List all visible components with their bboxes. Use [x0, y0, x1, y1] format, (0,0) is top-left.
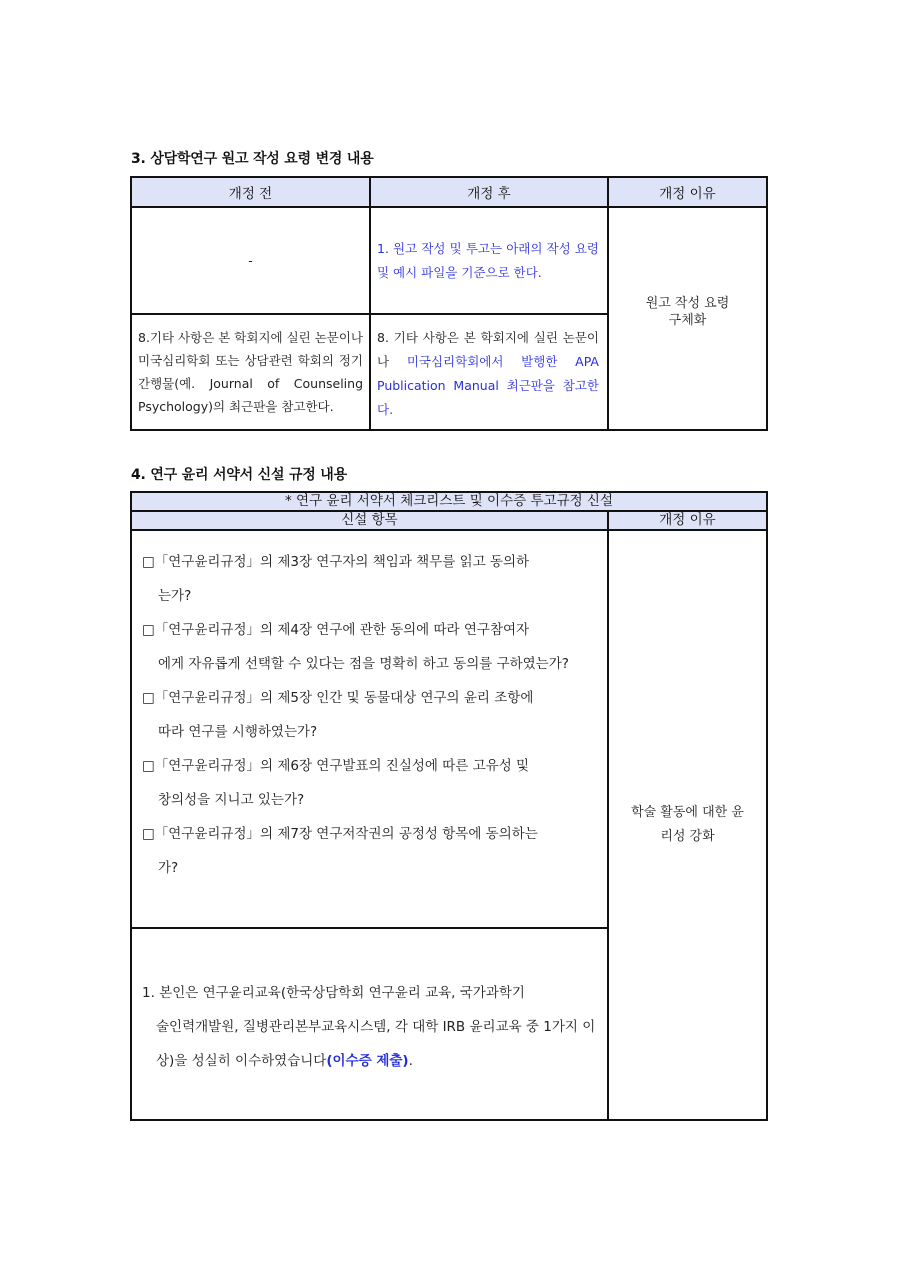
before-cell-2	[131, 314, 370, 430]
checklist-item-5: □「연구윤리규정」의 제7장 연구저작권의 공정성 항목에 동의하는 가?	[142, 826, 538, 876]
checklist-item-2: □「연구윤리규정」의 제4장 연구에 관한 동의에 따라 연구참여자 에게 자유롭게 선택할 수 있다는 점을 명확히 하고 동의를 구하였는가?	[142, 622, 569, 672]
after-text-2-plain: 8. 기타 사항은 본 학회지에 실린 논문이나	[377, 330, 599, 369]
header-after: 개정 후	[370, 177, 608, 207]
header-reason-2: 개정 이유	[608, 511, 767, 530]
reason-text: 원고 작성 요령 구체화	[645, 295, 730, 328]
before-text-1: -	[248, 253, 253, 268]
checklist	[132, 531, 607, 895]
ethics-table	[130, 491, 768, 1121]
reason-cell	[608, 207, 767, 430]
before-cell-1	[131, 207, 370, 314]
checklist-item-4: □「연구윤리규정」의 제6장 연구발표의 진실성에 따른 고유성 및 창의성을 지니고 있는가?	[142, 758, 530, 808]
after-text-2	[377, 326, 599, 422]
checklist-cell	[131, 530, 608, 928]
ethics-banner: * 연구 윤리 서약서 체크리스트 및 이수증 투고규정 신설	[131, 492, 767, 511]
reason-text-2: 학술 활동에 대한 윤리성 강화	[631, 805, 744, 844]
checklist-item-1: □「연구윤리규정」의 제3장 연구자의 책임과 책무를 읽고 동의하 는가?	[142, 554, 530, 604]
after-text-1: 1. 원고 작성 및 투고는 아래의 작성 요령 및 예시 파일을 기준으로 한다.	[377, 240, 599, 280]
section-4-title: 4. 연구 윤리 서약서 신설 규정 내용	[131, 467, 347, 483]
header-before: 개정 전	[131, 177, 370, 207]
header-new-item: 신설 항목	[131, 511, 608, 530]
before-text-2: 8.기타 사항은 본 학회지에 실린 논문이나 미국심리학회 또는 상담관련 학회의 정기간행물(예. Journal of Counseling Psychology)의 최근판을 참고한다.	[138, 330, 363, 414]
revision-table	[130, 176, 768, 431]
after-cell-2	[370, 314, 608, 430]
certificate-submission-note: (이수증 제출)	[326, 1053, 409, 1069]
section-3-title: 3. 상담학연구 원고 작성 요령 변경 내용	[131, 151, 374, 167]
after-cell-1	[370, 207, 608, 314]
pledge-cell	[131, 928, 608, 1120]
reason-cell-2	[608, 530, 767, 1120]
checklist-item-3: □「연구윤리규정」의 제5장 인간 및 동물대상 연구의 윤리 조항에 따라 연구를 시행하였는가?	[142, 690, 534, 740]
header-reason: 개정 이유	[608, 177, 767, 207]
after-text-2-highlight: 미국심리학회에서 발행한 APA Publication Manual 최근판을 참고한다.	[377, 354, 599, 417]
pledge-text: 1. 본인은 연구윤리교육(한국상담학회 연구윤리 교육, 국가과학기 술인력개발원, 질병관리본부교육시스템, 각 대학 IRB 윤리교육 중 1가지 이상)을 성실히 이수하였습니다(이수증 제출).	[142, 985, 596, 1069]
